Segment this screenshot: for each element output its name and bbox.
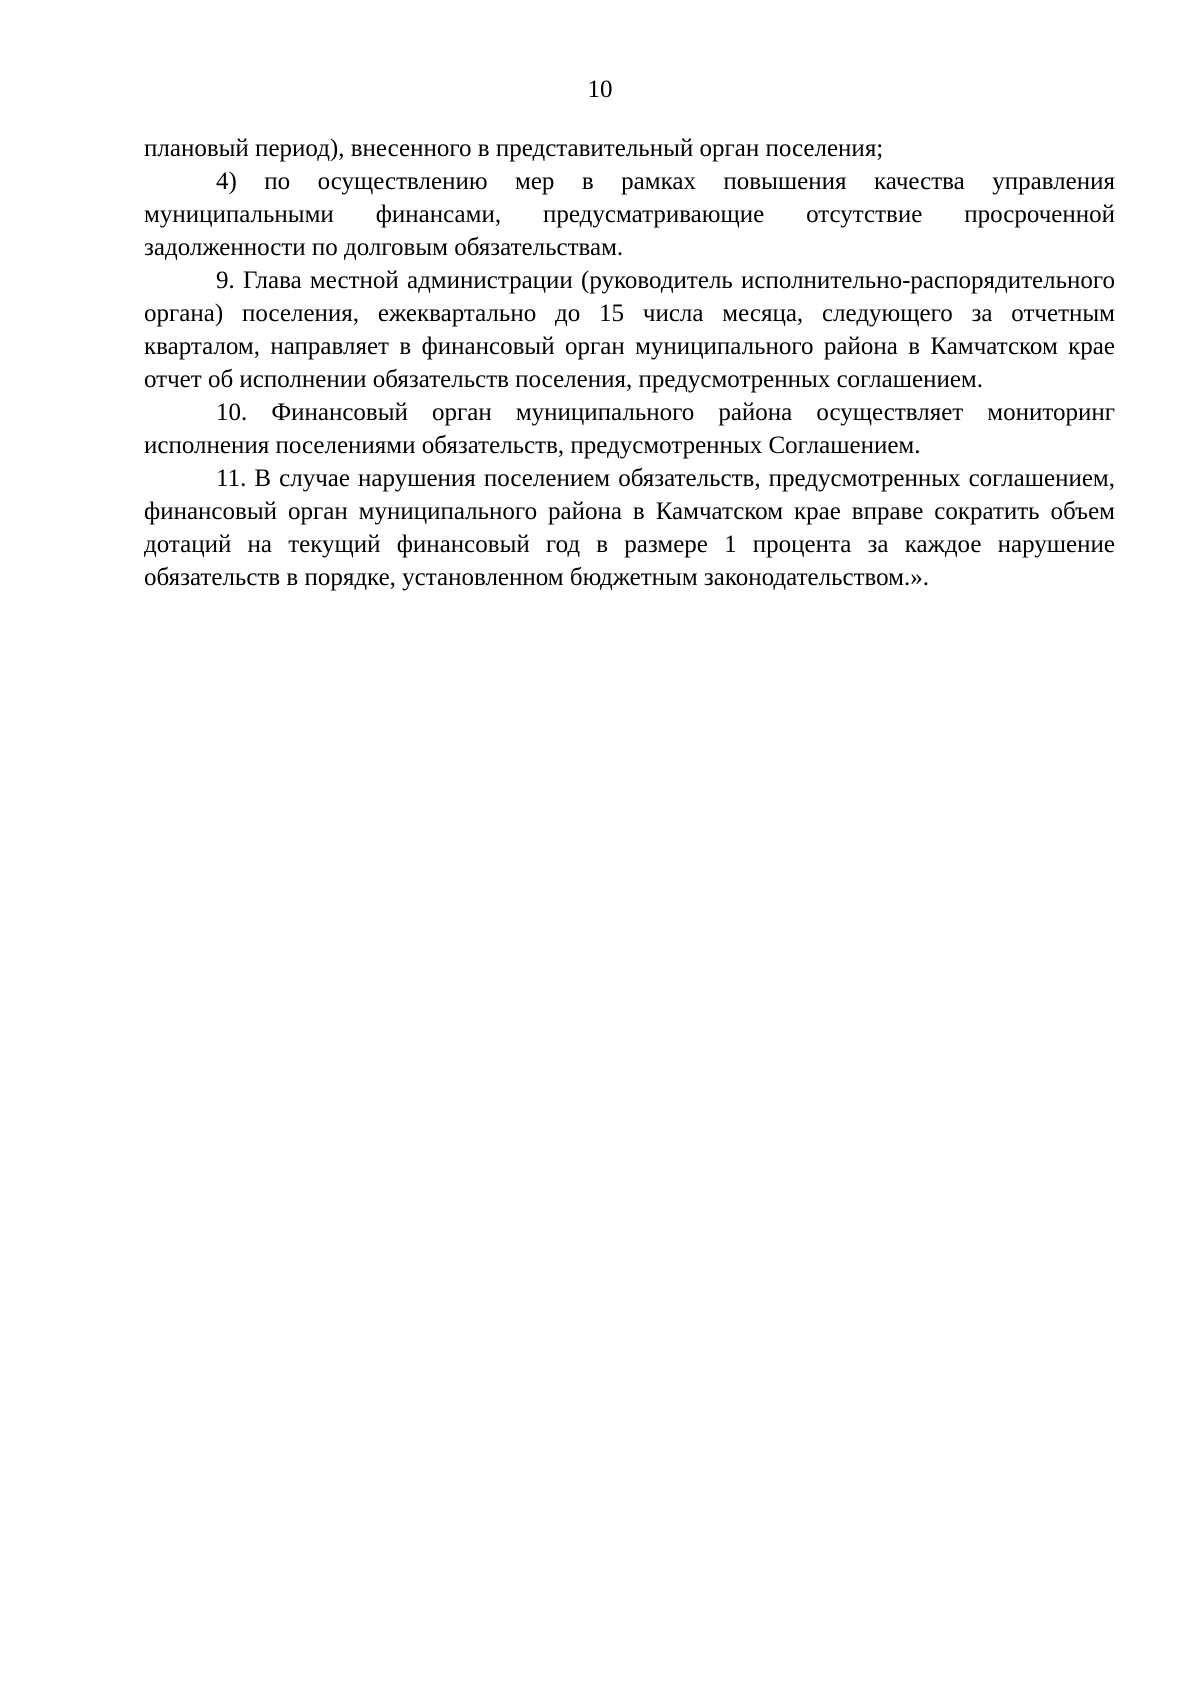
- paragraph-clause-10: 10. Финансовый орган муниципального района осуществляет мониторинг исполнения поселениями обязательств, предусмотренных Соглашением.: [144, 399, 1115, 459]
- page-number: 10: [587, 76, 613, 103]
- document-body: [144, 132, 1115, 594]
- paragraph-item-4: 4) по осуществлению мер в рамках повышения качества управления муниципальными финансами, предусматривающие отсутствие просроченной задолженности по долговым обязательствам.: [144, 168, 1115, 261]
- paragraph-clause-11: 11. В случае нарушения поселением обязательств, предусмотренных соглашением, финансовый орган муниципального района в Камчатском крае вправе сократить объем дотаций на текущий финансовый год в размере 1 процента за каждое нарушение обязательств в порядке, установленном бюджетным законодательством.».: [144, 465, 1115, 591]
- paragraph-continuation: плановый период), внесенного в представительный орган поселения;: [144, 135, 884, 162]
- paragraph-clause-9: 9. Глава местной администрации (руководитель исполнительно-распорядительного органа) поселения, ежеквартально до 15 числа месяца, следующего за отчетным кварталом, направляет в финансовый орган муниципального района в Камчатском крае отчет об исполнении обязательств поселения, предусмотренных соглашением.: [144, 267, 1115, 393]
